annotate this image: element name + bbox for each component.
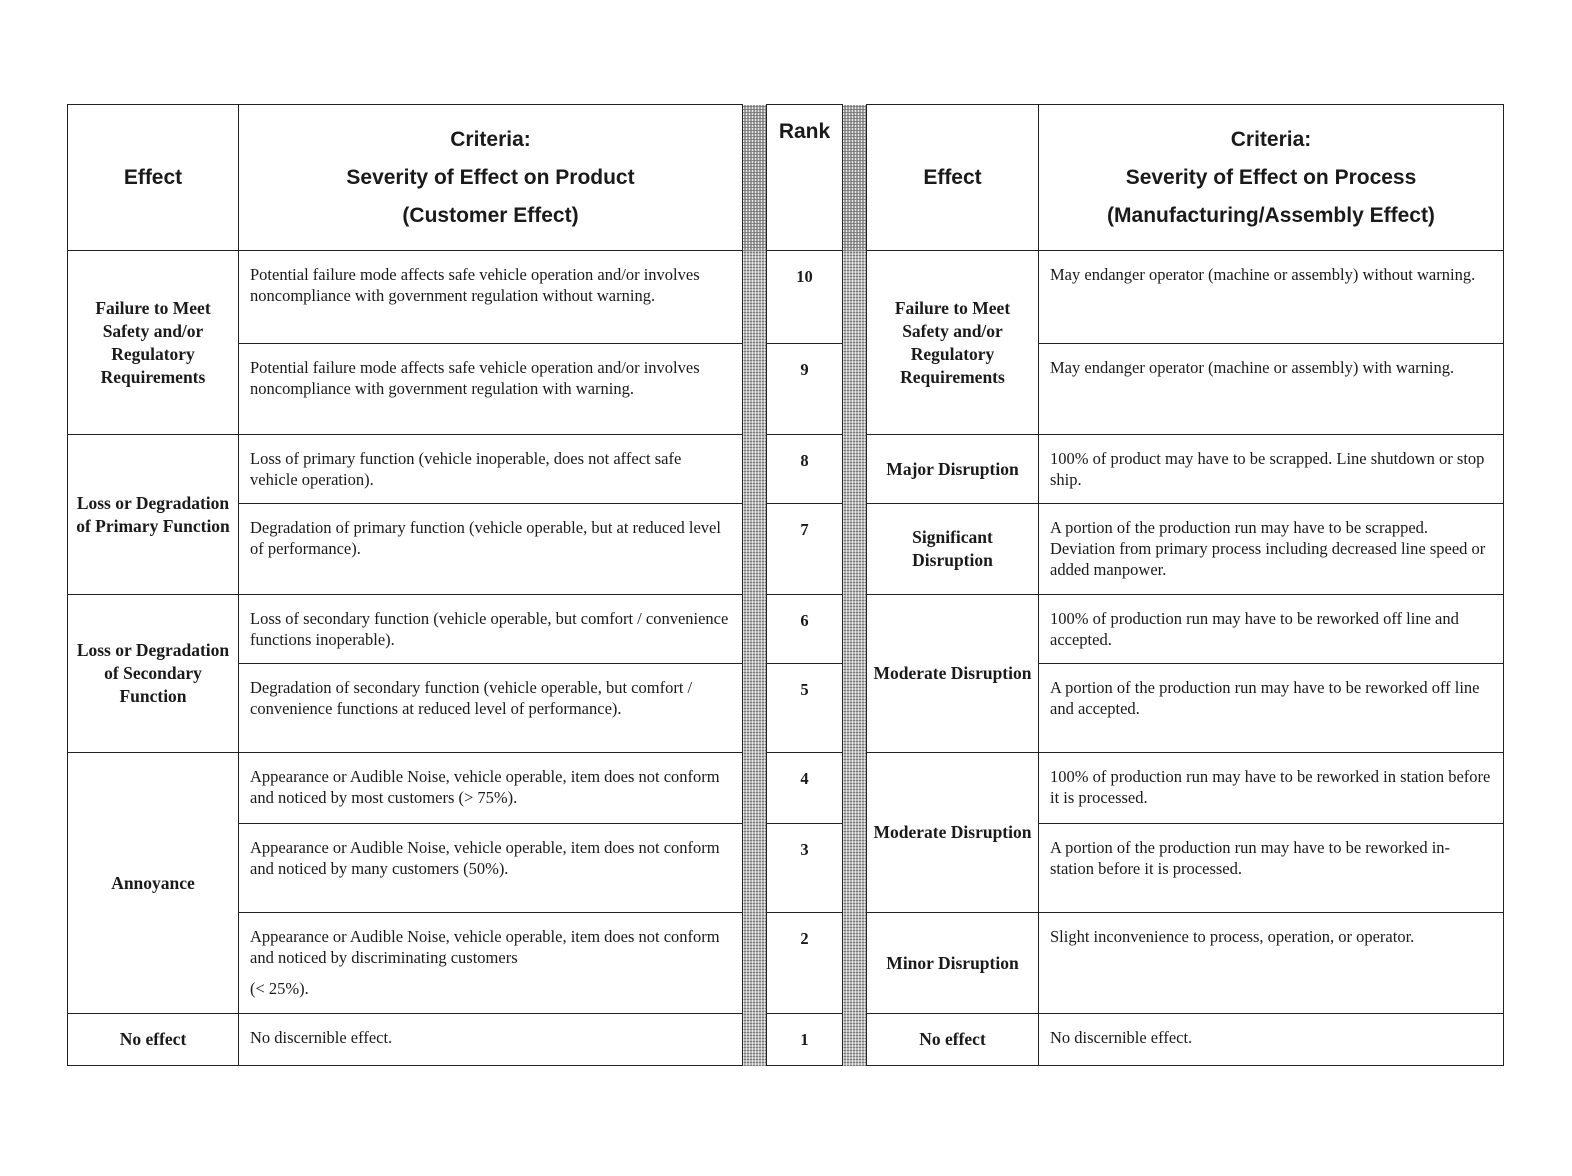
product-criteria-rank-2-percent: (< 25%). (250, 979, 309, 998)
process-criteria-rank-1: No discernible effect. (1039, 1014, 1504, 1066)
process-criteria-rank-3: A portion of the production run may have to be reworked in-station before it is processed. (1039, 824, 1504, 913)
rank-3: 3 (767, 824, 843, 913)
rank-8: 8 (767, 435, 843, 504)
table-row (68, 435, 1504, 504)
product-criteria-rank-9: Potential failure mode affects safe vehicle operation and/or involves noncompliance with government regulation with warning. (239, 344, 743, 435)
product-criteria-rank-10: Potential failure mode affects safe vehicle operation and/or involves noncompliance with government regulation without warning. (239, 251, 743, 344)
criteria-header-right-line1: Criteria: (1230, 127, 1312, 151)
product-effect-primary-function: Loss or Degradation of Primary Function (68, 435, 239, 595)
process-criteria-rank-7: A portion of the production run may have to be scrapped. Deviation from primary process including decreased line speed or added manpower. (1039, 504, 1504, 595)
process-criteria-rank-10: May endanger operator (machine or assembly) without warning. (1039, 251, 1504, 344)
process-criteria-rank-5: A portion of the production run may have to be reworked off line and accepted. (1039, 664, 1504, 753)
process-effect-moderate-disruption-in-station: Moderate Disruption (867, 753, 1039, 913)
rank-9: 9 (767, 344, 843, 435)
product-criteria-rank-1: No discernible effect. (239, 1014, 743, 1066)
rank-10: 10 (767, 251, 843, 344)
rank-4: 4 (767, 753, 843, 824)
rank-7: 7 (767, 504, 843, 595)
product-criteria-rank-2 (239, 913, 743, 1014)
shaded-divider-right-body (843, 251, 867, 1066)
table-row (68, 913, 1504, 1014)
table-row (68, 824, 1504, 913)
table-row (68, 753, 1504, 824)
process-criteria-rank-2: Slight inconvenience to process, operation, or operator. (1039, 913, 1504, 1014)
process-effect-minor-disruption: Minor Disruption (867, 913, 1039, 1014)
process-criteria-rank-6: 100% of production run may have to be reworked off line and accepted. (1039, 595, 1504, 664)
product-criteria-rank-2-text: Appearance or Audible Noise, vehicle operable, item does not conform and noticed by discriminating customers (250, 927, 720, 967)
table-row (68, 344, 1504, 435)
process-effect-significant-disruption: Significant Disruption (867, 504, 1039, 595)
criteria-header-left (239, 105, 743, 251)
shaded-divider-left (743, 105, 767, 251)
product-effect-secondary-function: Loss or Degradation of Secondary Function (68, 595, 239, 753)
shaded-divider-right (843, 105, 867, 251)
table-row (68, 595, 1504, 664)
criteria-header-right-line2: Severity of Effect on Process (1125, 165, 1417, 189)
product-criteria-rank-5: Degradation of secondary function (vehicle operable, but comfort / convenience functions at reduced level of performance). (239, 664, 743, 753)
product-criteria-rank-3: Appearance or Audible Noise, vehicle operable, item does not conform and noticed by many customers (50%). (239, 824, 743, 913)
criteria-header-left-line2: Severity of Effect on Product (346, 165, 635, 189)
product-effect-annoyance: Annoyance (68, 753, 239, 1014)
process-effect-major-disruption: Major Disruption (867, 435, 1039, 504)
process-criteria-rank-4: 100% of production run may have to be reworked in station before it is processed. (1039, 753, 1504, 824)
rank-2: 2 (767, 913, 843, 1014)
process-criteria-rank-8: 100% of product may have to be scrapped. Line shutdown or stop ship. (1039, 435, 1504, 504)
rank-6: 6 (767, 595, 843, 664)
product-criteria-rank-7: Degradation of primary function (vehicle operable, but at reduced level of performance). (239, 504, 743, 595)
process-effect-safety: Failure to Meet Safety and/or Regulatory Requirements (867, 251, 1039, 435)
product-criteria-rank-8: Loss of primary function (vehicle inoperable, does not affect safe vehicle operation). (239, 435, 743, 504)
effect-header-left: Effect (68, 105, 239, 251)
shaded-divider-left-body (743, 251, 767, 1066)
product-criteria-rank-4: Appearance or Audible Noise, vehicle operable, item does not conform and noticed by most customers (> 75%). (239, 753, 743, 824)
product-effect-no-effect: No effect (68, 1014, 239, 1066)
rank-5: 5 (767, 664, 843, 753)
header-row (68, 105, 1504, 251)
criteria-header-right-line3: (Manufacturing/Assembly Effect) (1107, 203, 1435, 227)
process-effect-moderate-disruption-offline: Moderate Disruption (867, 595, 1039, 753)
severity-ranking-table (67, 104, 1504, 1066)
criteria-header-left-line3: (Customer Effect) (402, 203, 579, 227)
table-row (68, 1014, 1504, 1066)
product-criteria-rank-6: Loss of secondary function (vehicle operable, but comfort / convenience functions inoperable). (239, 595, 743, 664)
process-criteria-rank-9: May endanger operator (machine or assembly) with warning. (1039, 344, 1504, 435)
product-effect-safety: Failure to Meet Safety and/or Regulatory Requirements (68, 251, 239, 435)
table-row (68, 664, 1504, 753)
rank-1: 1 (767, 1014, 843, 1066)
table-row (68, 504, 1504, 595)
table-row (68, 251, 1504, 344)
criteria-header-right (1039, 105, 1504, 251)
process-effect-no-effect: No effect (867, 1014, 1039, 1066)
criteria-header-left-line1: Criteria: (450, 127, 531, 151)
effect-header-right: Effect (867, 105, 1039, 251)
rank-header: Rank (767, 105, 843, 251)
